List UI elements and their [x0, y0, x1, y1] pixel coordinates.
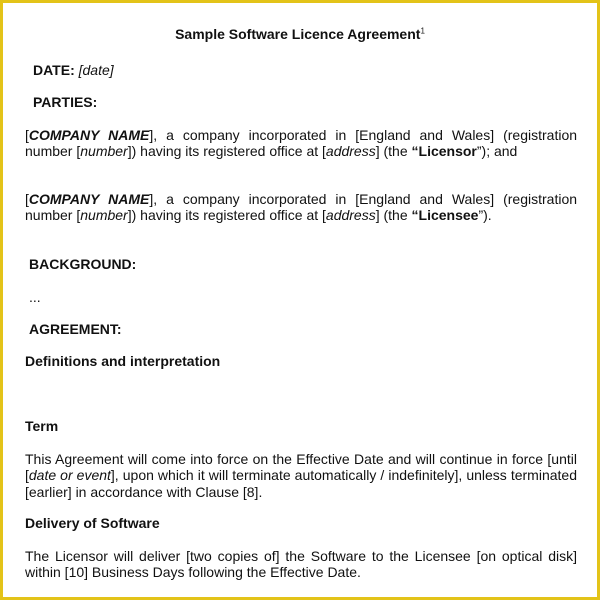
delivery-heading: Delivery of Software [25, 515, 160, 531]
licensor-company-name: COMPANY NAME [28, 127, 150, 143]
party-licensee: [COMPANY NAME], a company incorporated in [England and Wales] (registration number [number]) having its registered office at [address] (the “Licensee”). [25, 191, 578, 224]
background-text: ... [29, 289, 41, 305]
parties-label: PARTIES: [33, 94, 98, 110]
licensee-company-name: COMPANY NAME [28, 191, 150, 207]
agreement-label: AGREEMENT: [29, 321, 122, 337]
document-title: Sample Software Licence Agreement$^1$ [175, 26, 425, 42]
party-licensor: [COMPANY NAME], a company incorporated in [England and Wales] (registration number [number]) having its registered office at [address] (the “Licensor”); and [25, 127, 578, 160]
date-line [33, 62, 114, 78]
date-value: [date] [78, 62, 114, 78]
licensor-role: “Licensor [411, 143, 477, 160]
delivery-paragraph: The Licensor will deliver [two copies of] the Software to the Licensee [on optical disk] within [10] Business Days following the Effective Date. [25, 548, 577, 581]
document-page [3, 3, 597, 597]
licensee-role: “Licensee [411, 207, 479, 224]
background-label: BACKGROUND: [29, 256, 137, 272]
term-heading: Term [25, 418, 59, 434]
title-footnote: 1 [420, 26, 425, 36]
definitions-heading: Definitions and interpretation [25, 353, 221, 369]
date-label: DATE: [33, 62, 75, 78]
term-paragraph: This Agreement will come into force on the Effective Date and will continue in force [until [date or event], upon which it will terminate automatically / indefinitely], unless terminated [earlier] in accordance with Clause [8]. [25, 451, 577, 500]
